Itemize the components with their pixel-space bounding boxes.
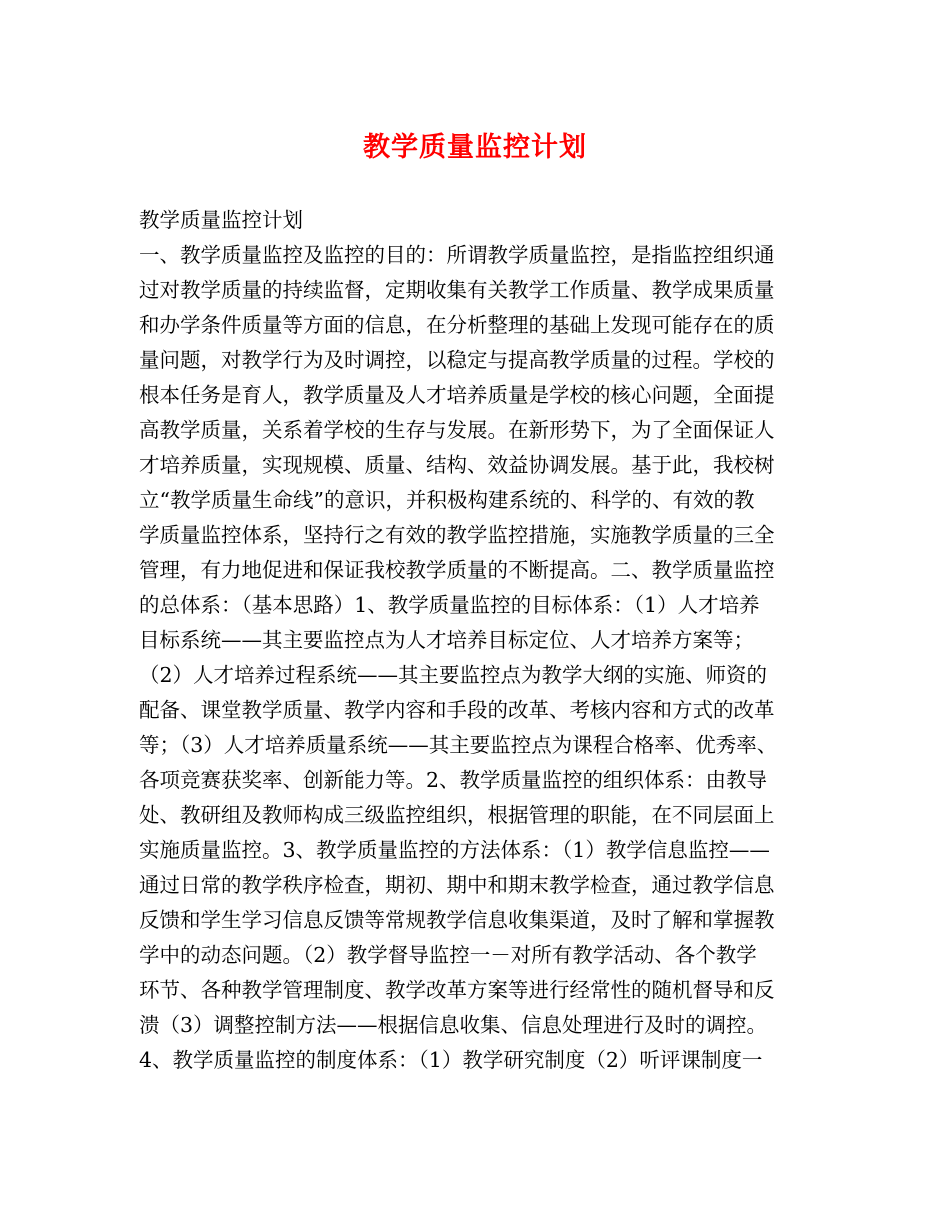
body-line: 处、教研组及教师构成三级监控组织，根据管理的职能，在不同层面上 — [139, 803, 775, 827]
body-line: 量问题，对教学行为及时调控，以稳定与提高教学质量的过程。学校的 — [139, 348, 775, 372]
body-line: 学质量监控体系，坚持行之有效的教学监控措施，实施教学质量的三全 — [139, 523, 775, 547]
body-line: 立“教学质量生命线”的意识，并积极构建系统的、科学的、有效的教 — [139, 488, 755, 512]
body-line: 4、教学质量监控的制度体系：（1）教学研究制度（2）听评课制度一 — [139, 1048, 763, 1072]
body-line: 各项竞赛获奖率、创新能力等。2、教学质量监控的组织体系：由教导 — [139, 768, 768, 792]
body-line: 的总体系：（基本思路）1、教学质量监控的目标体系：（1）人才培养 — [139, 593, 760, 617]
body-line: 和办学条件质量等方面的信息，在分析整理的基础上发现可能存在的质 — [139, 313, 775, 337]
body-line: 反馈和学生学习信息反馈等常规教学信息收集渠道，及时了解和掌握教 — [139, 908, 775, 932]
body-line: （2）人才培养过程系统——其主要监控点为教学大纲的实施、师资的 — [139, 663, 768, 687]
body-line: 根本任务是育人，教学质量及人才培养质量是学校的核心问题，全面提 — [139, 383, 775, 407]
body-line: 溃（3）调整控制方法——根据信息收集、信息处理进行及时的调控。 — [139, 1013, 768, 1037]
body-line: 通过日常的教学秩序检查，期初、期中和期末教学检查，通过教学信息 — [139, 873, 775, 897]
body-line: 过对教学质量的持续监督，定期收集有关教学工作质量、教学成果质量 — [139, 278, 775, 302]
document-title: 教学质量监控计划 — [363, 132, 587, 163]
body-line: 等；（3）人才培养质量系统——其主要监控点为课程合格率、优秀率、 — [139, 733, 778, 757]
body-line: 学中的动态问题。（2）教学督导监控一－对所有教学活动、各个教学 — [139, 943, 757, 967]
body-line: 才培养质量，实现规模、质量、结构、效益协调发展。基于此，我校树 — [139, 453, 775, 477]
body-line: 一、教学质量监控及监控的目的：所谓教学质量监控，是指监控组织通 — [139, 243, 775, 267]
body-line: 实施质量监控。3、教学质量监控的方法体系：（1）教学信息监控—— — [139, 838, 770, 862]
body-line: 教学质量监控计划 — [139, 208, 303, 232]
body-line: 高教学质量，关系着学校的生存与发展。在新形势下，为了全面保证人 — [139, 418, 775, 442]
body-line: 环节、各种教学管理制度、教学改革方案等进行经常性的随机督导和反 — [139, 978, 775, 1002]
body-line: 管理，有力地促进和保证我校教学质量的不断提高。二、教学质量监控 — [139, 558, 775, 582]
document-body — [139, 203, 829, 1078]
body-line: 目标系统——其主要监控点为人才培养目标定位、人才培养方案等； — [139, 628, 754, 652]
body-line: 配备、课堂教学质量、教学内容和手段的改革、考核内容和方式的改革 — [139, 698, 775, 722]
